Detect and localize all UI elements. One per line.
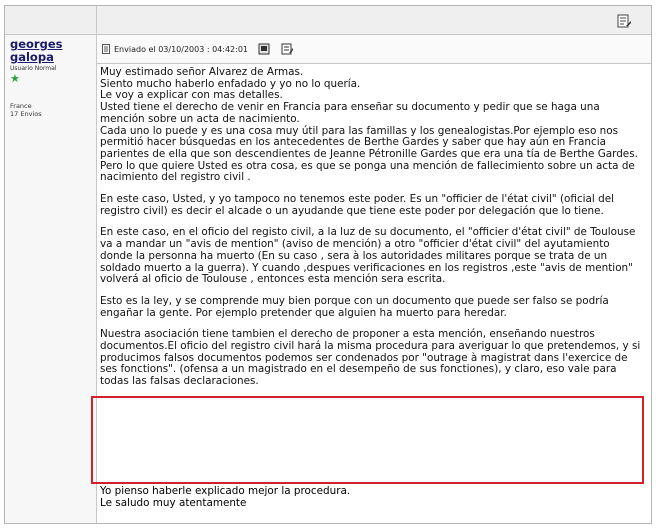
post-header-row — [5, 6, 651, 35]
sent-date — [102, 43, 294, 55]
message-paragraph: En este caso, Usted, y yo tampoco no tenemos este poder. Es un "officier de l'état civil" (oficial del registro civil) es decir el alcade o un ayudande que tiene este poder por delegación que lo tiene. — [100, 193, 614, 217]
message-paragraph: Esto es la ley, y se comprende muy bien porque con un documento que puede ser falso se podría engañar la gente. Por ejemplo pretender que alguien ha muerto para heredar. — [100, 294, 609, 319]
user-country — [10, 102, 42, 118]
message-paragraph: En este caso, en el oficio del registo civil, a la luz de su documento, el "officier d'état civil" de Toulouse va a mandar un "avis de mention" (aviso de mención) a otro "officier d'état civil" del ayutamiento donde la personna ha muerto (En su caso , sera à los autoridades militares porque se trata de un soldado muerto a la guerra). Y cuando ,despues verificaciones en los registros ,este "avis de mention" volverá al oficio de Toulouse , entonces esta mención sera escrita. — [100, 226, 636, 286]
message-line: Muy estimado señor Alvarez de Armas. — [100, 66, 304, 78]
user-rank: Usuario Normal — [10, 65, 57, 72]
sent-label: Enviado el 03/10/2003 : 04:42:01 — [114, 44, 249, 54]
message-line: Usted tiene el derecho de venir en Francia para enseñar su documento y pedir que se haga una mención sobre un acta de nacimiento. — [100, 101, 600, 125]
edit-post-icon[interactable] — [281, 43, 294, 55]
edit-icon[interactable] — [617, 14, 632, 29]
message-line: Le voy a explicar con mas detalles. — [100, 89, 283, 102]
country-text: France — [10, 102, 32, 110]
red-highlight-box — [91, 396, 644, 484]
highlighted-paragraph: Nuestra asociación tiene tambien el derecho de proponer a esta mención, enseñando nuestros documentos.El oficio del registro civil hará la misma procedura para averiguar lo que pretendemos, y si producimos falsos documentos podemos ser condenados por "outrage à magistrat dans l'exercice de ses fonctions". (ofensa a un magistrado en el desempeño de sus fonctiones), y claro, eso vale para todas las falsas declaraciones. — [100, 328, 641, 388]
star-icon: ★ — [10, 72, 20, 85]
message-line: Siento mucho haberlo enfadado y yo no lo quería. — [100, 77, 361, 90]
message-closing — [100, 486, 645, 509]
closing-line: Le saludo muy atentamente — [100, 496, 247, 509]
message-body — [100, 67, 645, 388]
quote-icon[interactable] — [258, 43, 271, 55]
post-meta-row — [97, 35, 651, 64]
post-count: 17 Envios — [10, 110, 42, 118]
column-divider — [96, 6, 97, 34]
author-column — [5, 35, 97, 524]
message-line: Pero lo que quiere Usted es otra cosa, es que se ponga una mención de fallecimiento sobre un acta de nacimiento del registro civil . — [100, 159, 635, 184]
author-name[interactable]: georges galopa — [10, 37, 63, 64]
closing-line: Yo pienso haberle explicado mejor la procedura. — [100, 485, 351, 497]
message-line: Cada uno lo puede y es una cosa muy útil para las famillas y los genealogistas.Por ejemplo eso nos permitió hacer búsquedas en los antecedentes de Berthe Gardes y saber que hay aún en Francia parientes de ella que son descendientes de Jeanne Pétronille Gardes que era una tía de Berthe Gardes. — [100, 124, 638, 160]
document-icon — [102, 44, 110, 54]
